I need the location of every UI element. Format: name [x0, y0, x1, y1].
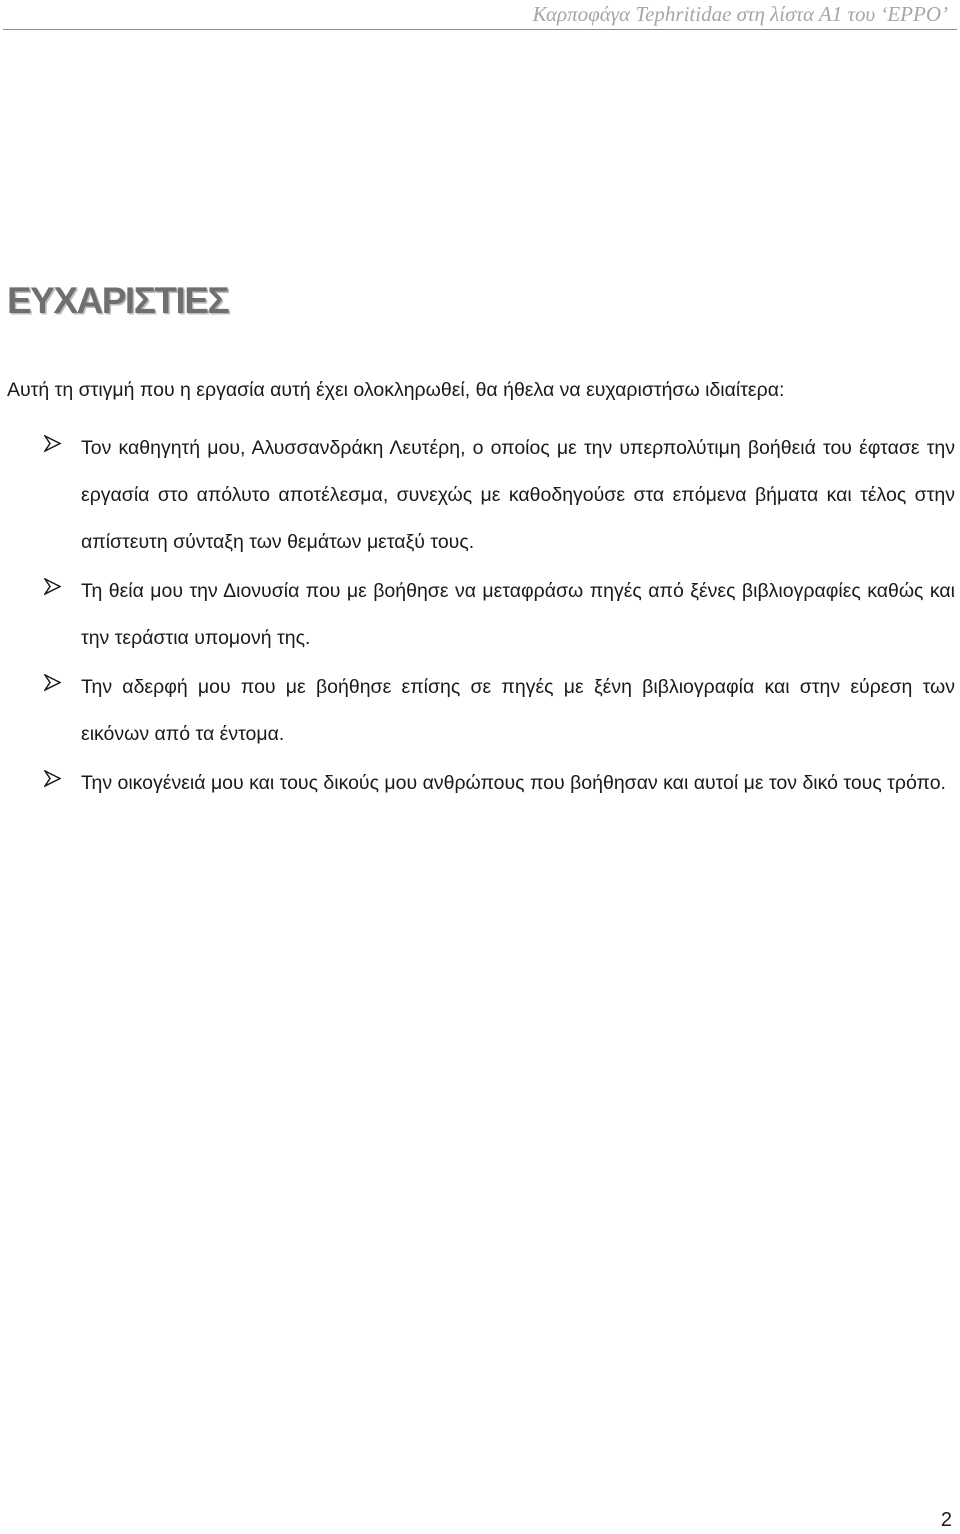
list-item-text: Τον καθηγητή μου, Αλυσσανδράκη Λευτέρη, ο οποίος με την υπερπολύτιμη βοήθειά του έφτασε την εργασία στο απόλυτο αποτέλεσμα, συνεχώς με καθοδηγούσε στα επόμενα βήματα και τέλος στην απίστευτη σύνταξη των θεμάτων μεταξύ τους.: [81, 437, 955, 553]
running-header: Καρποφάγα Tephritidae στη λίστα Α1 του ‘EPPO’: [532, 2, 948, 26]
header-rule: [3, 29, 957, 30]
arrow-bullet-icon: [44, 770, 62, 787]
page-number: 2: [940, 1509, 952, 1531]
list-item: [0, 760, 955, 807]
intro-paragraph: Αυτή τη στιγμή που η εργασία αυτή έχει ολοκληρωθεί, θα ήθελα να ευχαριστήσω ιδιαίτερα:: [7, 379, 785, 401]
list-item-text: Την αδερφή μου που με βοήθησε επίσης σε πηγές με ξένη βιβλιογραφία και στην εύρεση των εικόνων από τα έντομα.: [81, 676, 955, 745]
arrow-bullet-icon: [44, 578, 62, 595]
list-item-text: Τη θεία μου την Διονυσία που με βοήθησε να μεταφράσω πηγές από ξένες βιβλιογραφίες καθώς και την τεράστια υπομονή της.: [81, 580, 955, 649]
list-item: [0, 664, 955, 758]
acknowledgements-list: [0, 425, 955, 809]
arrow-bullet-icon: [44, 435, 62, 452]
arrow-bullet-icon: [44, 674, 62, 691]
list-item-text: Την οικογένειά μου και τους δικούς μου ανθρώπους που βοήθησαν και αυτοί με τον δικό τους τρόπο.: [81, 772, 946, 794]
list-item: [0, 425, 955, 566]
list-item: [0, 568, 955, 662]
page-title: ΕΥΧΑΡΙΣΤΙΕΣ: [7, 280, 229, 321]
